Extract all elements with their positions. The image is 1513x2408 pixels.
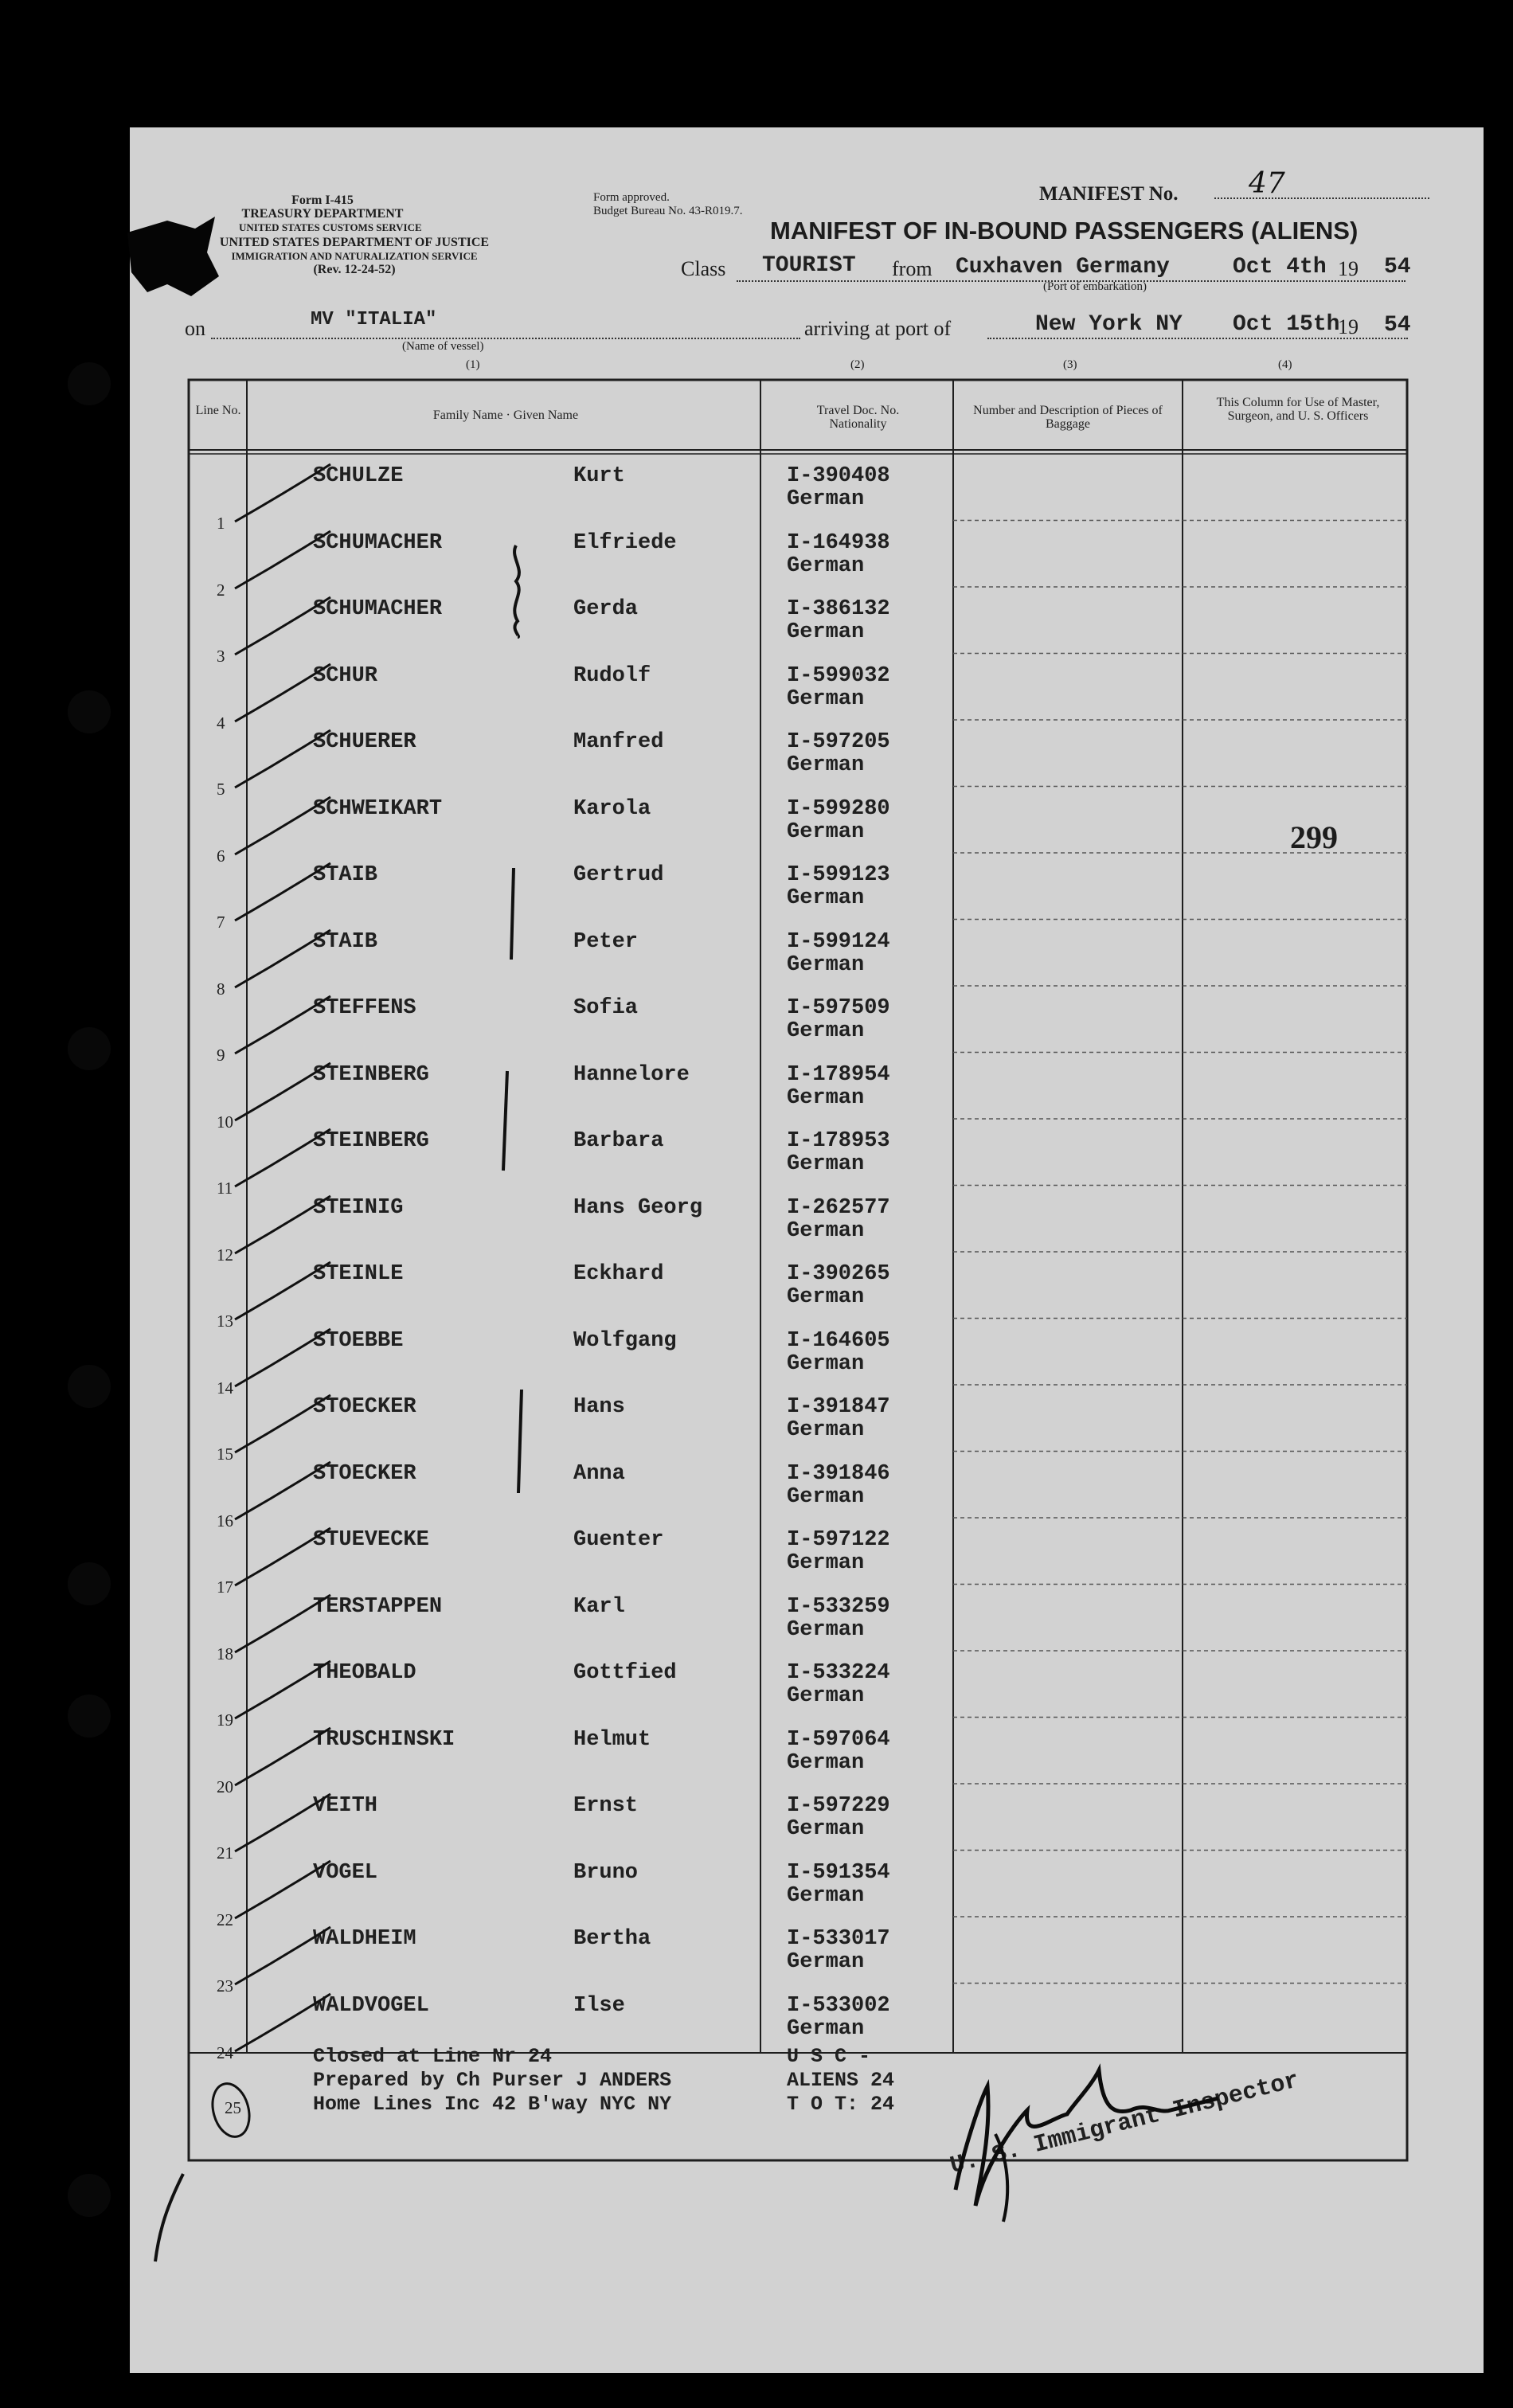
ins-service: IMMIGRATION AND NATURALIZATION SERVICE (231, 250, 478, 262)
family-name: SCHULZE (313, 464, 404, 488)
line-number: 19 (217, 1710, 233, 1730)
budget-bureau: Budget Bureau No. 43-R019.7. (593, 205, 743, 217)
customs-service: UNITED STATES CUSTOMS SERVICE (239, 221, 422, 233)
line-number: 16 (217, 1511, 233, 1530)
nationality: German (787, 1152, 865, 1176)
line-number: 4 (217, 713, 225, 733)
given-name: Hannelore (573, 1062, 690, 1087)
form-number: Form I-415 (291, 194, 354, 207)
given-name: Eckhard (573, 1262, 664, 1286)
col-header-line: Line No. (195, 404, 241, 417)
year-value: 54 (1384, 255, 1411, 280)
line-number: 1 (217, 514, 225, 533)
family-name: STAIB (313, 863, 378, 887)
line-number: 17 (217, 1577, 233, 1597)
travel-doc-number: I-164605 (787, 1328, 890, 1353)
line-number: 2 (217, 580, 225, 600)
line-number: 14 (217, 1378, 233, 1398)
family-name: WALDHEIM (313, 1927, 416, 1951)
col-header-travel-doc: Travel Doc. No. Nationality (816, 404, 900, 431)
travel-doc-number: I-599123 (787, 863, 890, 887)
travel-doc-number: I-391846 (787, 1461, 890, 1486)
nationality: German (787, 1351, 865, 1376)
line-number: 12 (217, 1245, 233, 1265)
nationality: German (787, 1883, 865, 1908)
family-name: TRUSCHINSKI (313, 1727, 455, 1752)
nationality: German (787, 1617, 865, 1642)
nationality: German (787, 1085, 865, 1110)
nationality: German (787, 1484, 865, 1509)
form-approved: Form approved. (593, 191, 670, 204)
line-number: 22 (217, 1910, 233, 1929)
line-number: 9 (217, 1046, 225, 1065)
travel-doc-number: I-597064 (787, 1727, 890, 1752)
prepared-by: Prepared by Ch Purser J ANDERS (313, 2069, 672, 2092)
family-name: STEINBERG (313, 1129, 429, 1153)
line-number: 18 (217, 1644, 233, 1663)
travel-doc-number: I-533017 (787, 1927, 890, 1951)
given-name: Guenter (573, 1528, 664, 1552)
given-name: Peter (573, 929, 639, 954)
travel-doc-number: I-591354 (787, 1860, 890, 1885)
family-name: STOECKER (313, 1395, 416, 1419)
manifest-title: MANIFEST OF IN-BOUND PASSENGERS (ALIENS) (770, 217, 1359, 244)
line-number: 3 (217, 647, 225, 666)
given-name: Gerda (573, 597, 639, 621)
travel-doc-number: I-599032 (787, 663, 890, 688)
given-name: Anna (573, 1461, 625, 1486)
line-number: 11 (217, 1179, 233, 1198)
aliens-total: ALIENS 24 (787, 2069, 895, 2092)
travel-doc-number: I-599124 (787, 929, 890, 954)
nationality: German (787, 886, 865, 910)
nationality: German (787, 1817, 865, 1841)
nationality: German (787, 620, 865, 644)
col-number-3: (3) (1063, 358, 1077, 371)
given-name: Hans Georg (573, 1195, 703, 1220)
port-caption: (Port of embarkation) (1043, 280, 1147, 293)
line-number: 21 (217, 1843, 233, 1863)
nationality: German (787, 487, 865, 511)
given-name: Gertrud (573, 863, 664, 887)
family-name: STUEVECKE (313, 1528, 429, 1552)
arrival-date: Oct 15th (1233, 312, 1340, 337)
vessel-name: MV "ITALIA" (311, 309, 437, 330)
given-name: Hans (573, 1395, 625, 1419)
travel-doc-number: I-599280 (787, 796, 890, 821)
arriving-label: arriving at port of (804, 317, 952, 340)
travel-doc-number: I-533224 (787, 1661, 890, 1685)
family-name: SCHUMACHER (313, 597, 443, 621)
family-name: STOEBBE (313, 1328, 404, 1353)
nationality: German (787, 753, 865, 777)
given-name: Bertha (573, 1927, 651, 1951)
family-name: STEINBERG (313, 1062, 429, 1087)
given-name: Ernst (573, 1794, 639, 1818)
col-header-baggage: Number and Description of Pieces of Baggage (973, 404, 1163, 431)
nationality: German (787, 1285, 865, 1309)
line-number: 7 (217, 913, 225, 932)
family-name: STEINIG (313, 1195, 404, 1220)
family-name: STAIB (313, 929, 378, 954)
travel-doc-number: I-178953 (787, 1129, 890, 1153)
travel-doc-number: I-597229 (787, 1794, 890, 1818)
line-number: 8 (217, 979, 225, 999)
class-label: Class (681, 257, 726, 280)
revision: (Rev. 12-24-52) (313, 263, 396, 276)
given-name: Wolfgang (573, 1328, 677, 1353)
manifest-no-label: MANIFEST No. (1039, 183, 1179, 205)
col-header-officers: This Column for Use of Master, Surgeon, and U. S. Officers (1216, 396, 1380, 423)
col-number-4: (4) (1278, 358, 1292, 371)
year2-value: 54 (1384, 313, 1411, 338)
nationality: German (787, 553, 865, 578)
travel-doc-number: I-164938 (787, 530, 890, 555)
travel-doc-number: I-178954 (787, 1062, 890, 1087)
grand-total: T O T: 24 (787, 2093, 895, 2116)
nationality: German (787, 952, 865, 977)
nationality: German (787, 819, 865, 844)
given-name: Elfriede (573, 530, 677, 555)
family-name: VOGEL (313, 1860, 378, 1885)
line-number: 13 (217, 1312, 233, 1331)
given-name: Manfred (573, 730, 664, 754)
given-name: Karl (573, 1594, 625, 1619)
from-port: Cuxhaven Germany (956, 255, 1170, 280)
line-number: 5 (217, 780, 225, 799)
family-name: STEINLE (313, 1262, 404, 1286)
given-name: Rudolf (573, 663, 651, 688)
given-name: Kurt (573, 464, 625, 488)
line-number: 6 (217, 846, 225, 866)
given-name: Gottfied (573, 1661, 677, 1685)
line-number: 23 (217, 1976, 233, 1996)
family-name: VEITH (313, 1794, 378, 1818)
col-number-1: (1) (466, 358, 480, 371)
family-name: SCHUR (313, 663, 378, 688)
family-name: SCHWEIKART (313, 796, 443, 821)
nationality: German (787, 2016, 865, 2041)
col-number-2: (2) (850, 358, 865, 371)
travel-doc-number: I-533259 (787, 1594, 890, 1619)
nationality: German (787, 1750, 865, 1775)
on-label: on (185, 317, 205, 340)
family-name: STOECKER (313, 1461, 416, 1486)
class-value: TOURIST (762, 253, 856, 278)
nationality: German (787, 1551, 865, 1575)
line-number-25: 25 (225, 2098, 241, 2117)
treasury-dept: TREASURY DEPARTMENT (241, 207, 404, 221)
given-name: Bruno (573, 1860, 639, 1885)
given-name: Helmut (573, 1727, 651, 1752)
travel-doc-number: I-386132 (787, 597, 890, 621)
closing-line: Closed at Line Nr 24 (313, 2045, 553, 2068)
travel-doc-number: I-597509 (787, 996, 890, 1020)
manifest-number: 47 (1249, 167, 1285, 200)
nationality: German (787, 686, 865, 711)
nationality: German (787, 1950, 865, 1974)
year-label: 19 (1338, 257, 1359, 280)
line-number: 20 (217, 1777, 233, 1796)
line-number: 15 (217, 1444, 233, 1464)
travel-doc-number: I-262577 (787, 1195, 890, 1220)
line-number: 24 (217, 2042, 233, 2062)
given-name: Sofia (573, 996, 639, 1020)
family-name: THEOBALD (313, 1661, 416, 1685)
family-name: STEFFENS (313, 996, 416, 1020)
dept-justice: UNITED STATES DEPARTMENT OF JUSTICE (219, 236, 490, 249)
given-name: Karola (573, 796, 651, 821)
col-header-name: Family Name · Given Name (432, 408, 579, 422)
travel-doc-number: I-390265 (787, 1262, 890, 1286)
given-name: Ilse (573, 1993, 625, 2018)
family-name: TERSTAPPEN (313, 1594, 443, 1619)
travel-doc-number: I-533002 (787, 1993, 890, 2018)
nationality: German (787, 1418, 865, 1442)
family-name: SCHUERER (313, 730, 416, 754)
from-date: Oct 4th (1233, 255, 1327, 280)
year2-label: 19 (1338, 315, 1359, 338)
travel-doc-number: I-597205 (787, 730, 890, 754)
inspector-stamp: U. S. Immigrant Inspector (948, 2067, 1302, 2180)
travel-doc-number: I-390408 (787, 464, 890, 488)
travel-doc-number: I-597122 (787, 1528, 890, 1552)
family-name: WALDVOGEL (313, 1993, 429, 2018)
arrival-port: New York NY (1035, 312, 1183, 337)
company-address: Home Lines Inc 42 B'way NYC NY (313, 2093, 672, 2116)
line-number: 10 (217, 1112, 233, 1132)
family-name: SCHUMACHER (313, 530, 443, 555)
officer-note: 299 (1290, 819, 1338, 855)
usc-total: U S C - (787, 2045, 871, 2068)
given-name: Barbara (573, 1129, 664, 1153)
nationality: German (787, 1019, 865, 1043)
travel-doc-number: I-391847 (787, 1395, 890, 1419)
vessel-caption: (Name of vessel) (402, 340, 484, 353)
nationality: German (787, 1684, 865, 1708)
nationality: German (787, 1218, 865, 1243)
from-label: from (892, 257, 932, 280)
